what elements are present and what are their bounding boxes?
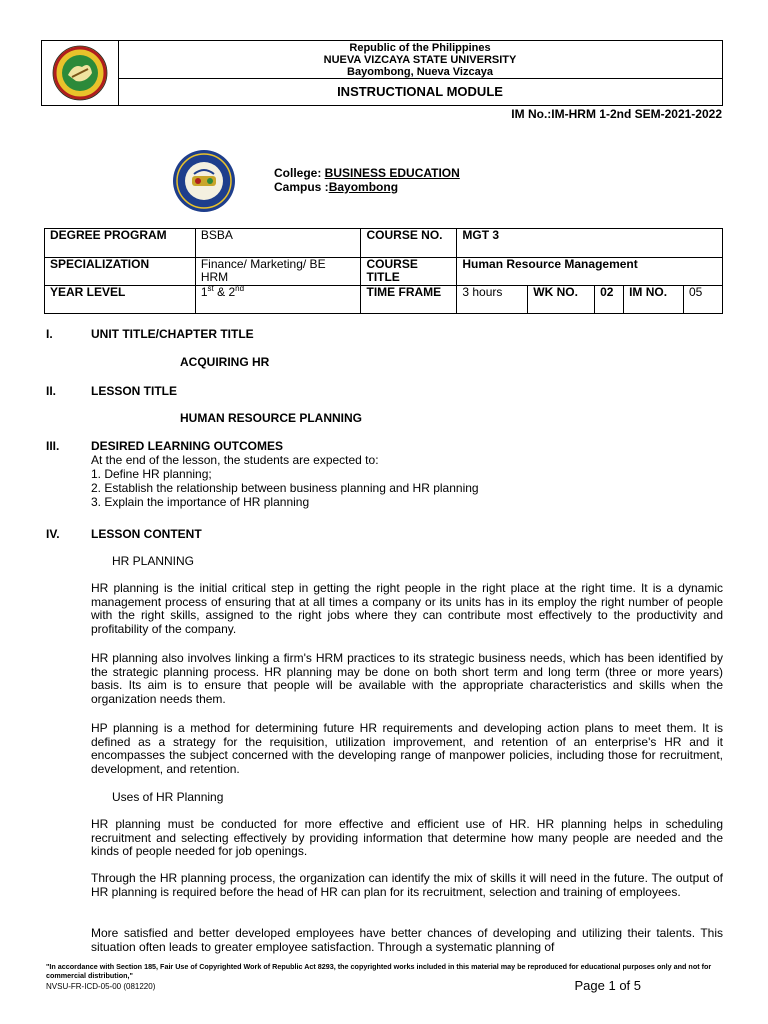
week-no-value: 02 [595, 286, 624, 314]
section-2-subtitle: HUMAN RESOURCE PLANNING [180, 411, 363, 425]
table-row [45, 286, 723, 314]
section-1-subtitle: ACQUIRING HR [180, 355, 270, 369]
section-3-number: III. [46, 439, 60, 453]
module-title: INSTRUCTIONAL MODULE [337, 84, 503, 99]
section-4-title: LESSON CONTENT [91, 527, 202, 541]
college-label: College: [274, 166, 325, 180]
outcomes-list [91, 467, 723, 509]
form-code: NVSU-FR-ICD-05-00 (081220) [46, 982, 156, 991]
outcomes-block [91, 453, 723, 509]
campus-line [274, 180, 460, 194]
university-location: Bayombong, Nueva Vizcaya [347, 66, 493, 78]
week-no-label: WK NO. [528, 286, 595, 314]
paragraph: HP planning is a method for determining future HR requirements and developing action plans to meet them. It is defined as a strategy for the requisition, utilization improvement, and retention of an enterprise's HR and it encompasses the subject concerned with the developing range of manpower policies, including those for recruitment, development, and retention. [91, 721, 723, 776]
document-header [41, 40, 723, 106]
year-second-suffix: nd [235, 284, 245, 293]
content-heading-uses: Uses of HR Planning [112, 790, 224, 804]
year-first: 1 [200, 285, 208, 299]
paragraph: HR planning must be conducted for more effective and efficient use of HR. HR planning helps in scheduling recruitment and selecting effectively by providing information that determine how many people are needed and the kinds of people needed for job openings. [91, 817, 723, 859]
paragraph: Through the HR planning process, the organization can identify the mix of skills it will need in the future. The output of HR planning is required before the head of HR can plan for its recruitment, selection and training of employees. [91, 871, 723, 899]
paragraph: More satisfied and better developed employees have better chances of developing and utilizing their talents. This situation often leads to greater employee satisfaction. Through a systematic planning of [91, 926, 723, 954]
course-no-label: COURSE NO. [361, 229, 457, 258]
section-2-number: II. [46, 384, 57, 398]
campus-label: Campus : [274, 180, 329, 194]
section-1-number: I. [46, 327, 53, 341]
header-institution [118, 41, 722, 79]
section-4-number: IV. [46, 527, 60, 541]
section-1-title: UNIT TITLE/CHAPTER TITLE [91, 327, 254, 341]
paragraph: HR planning is the initial critical step in getting the right people in the right place at the right time. It is a dynamic management process of ensuring that at all times a company or its units has in its employ the right number of people with the right skills, assigned to the right jobs where they can contribute most effectively to the productivity and profitability of the company. [91, 581, 723, 636]
college-value: BUSINESS EDUCATION [324, 166, 460, 180]
course-title-label: COURSE TITLE [361, 258, 457, 286]
degree-value: BSBA [195, 229, 361, 258]
table-row [45, 258, 723, 286]
im-no-value: 05 [683, 286, 722, 314]
time-frame-value: 3 hours [457, 286, 528, 314]
year-level-label: YEAR LEVEL [45, 286, 196, 314]
copyright-note: "In accordance with Section 185, Fair Use of Copyrighted Work of Republic Act 8293, the copyrighted works included in this material may be reproduced for educational purposes only and not for commercial distribution," [46, 962, 712, 980]
paragraph: HR planning also involves linking a firm's HRM practices to its strategic business needs, which has been identified by the strategic planning process. HR planning may be done on both short term and long term (three or more years) basis. Its aim is to ensure that people will be available with the appropriate characteristics and skills when the organization needs them. [91, 651, 723, 706]
section-3-title: DESIRED LEARNING OUTCOMES [91, 439, 284, 453]
specialization-label: SPECIALIZATION [45, 258, 196, 286]
course-no-value: MGT 3 [457, 229, 723, 258]
im-no-label: IM NO. [624, 286, 684, 314]
list-item: 1. Define HR planning; [91, 467, 212, 481]
course-info-table [44, 228, 723, 314]
university-seal-cell [42, 41, 119, 105]
list-item: 3. Explain the importance of HR planning [91, 495, 310, 509]
republic-text: Republic of the Philippines [349, 42, 491, 54]
im-number: IM No.:IM-HRM 1-2nd SEM-2021-2022 [511, 107, 722, 121]
specialization-value: Finance/ Marketing/ BE HRM [195, 258, 361, 286]
university-name: NUEVA VIZCAYA STATE UNIVERSITY [323, 54, 517, 66]
college-info [274, 166, 460, 194]
list-item: 2. Establish the relationship between business planning and HR planning [91, 481, 479, 495]
time-frame-label: TIME FRAME [361, 286, 457, 314]
year-second: & 2 [213, 285, 236, 299]
outcomes-intro: At the end of the lesson, the students are expected to: [91, 453, 379, 467]
campus-value: Bayombong [328, 180, 399, 194]
degree-label: DEGREE PROGRAM [45, 229, 196, 258]
content-heading-hr-planning: HR PLANNING [112, 554, 195, 568]
page-number: Page 1 of 5 [574, 978, 641, 993]
course-title-value: Human Resource Management [457, 258, 723, 286]
year-first-suffix: st [207, 284, 214, 293]
college-seal-icon [166, 146, 242, 216]
college-logo [166, 146, 242, 216]
year-level-value [195, 286, 361, 314]
university-seal-icon [42, 41, 118, 105]
section-2-title: LESSON TITLE [91, 384, 178, 398]
table-row [45, 229, 723, 258]
college-line [274, 166, 460, 180]
